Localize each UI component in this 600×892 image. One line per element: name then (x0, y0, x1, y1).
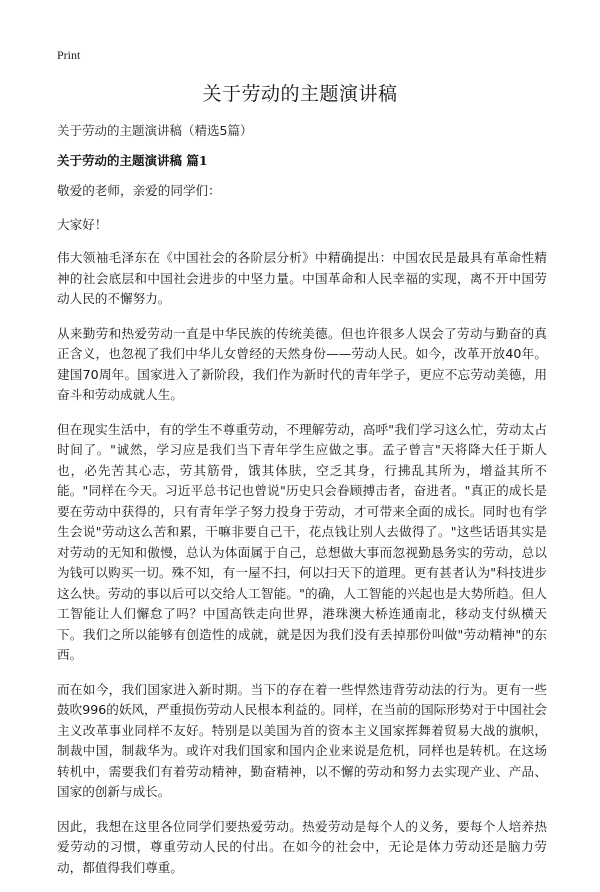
paragraph: 伟大领袖毛泽东在《中国社会的各阶层分析》中精确提出：中国农民是最具有革命性精神的社会底层和中国社会进步的中坚力量。中国革命和人民幸福的实现，离不开中国劳动人民的不懈努力。 (57, 250, 547, 306)
paragraph-hello: 大家好！ (57, 216, 108, 232)
paragraph: 但在现实生活中，有的学生不尊重劳动，不理解劳动，高呼"我们学习这么忙，劳动太占时间了。"诚然，学习应是我们当下青年学生应做之事。孟子曾言"天将降大任于斯人也，必先苦其心志，劳其筋骨，饿其体肤，空乏其身，行拂乱其所为，增益其所不能。"同样在今天。习近平总书记也曾说"历史只会眷顾搏击者，奋进者。"真正的成长是要在劳动中获得的，只有青年学子努力投身于劳动，才可带来全面的成长。同时也有学生会说"劳动这么苦和累，干嘛非要自己干，花点钱让别人去做得了。"这些话语其实是对劳动的无知和傲慢，总认为体面属于自己，总想做大事而忽视勤恳务实的劳动，总以为钱可以购买一切。殊不知，有一屋不扫，何以扫天下的道理。更有甚者认为"科技进步这么快。劳动的事以后可以交给人工智能。"的确，人工智能的兴起也是大势所趋。但人工智能让人们懈怠了吗？中国高铁走向世界，港珠澳大桥连通南北，移动支付纵横天下。我们之所以能够有创造性的成就，就是因为我们没有丢掉那份叫做"劳动精神"的东西。 (57, 421, 547, 662)
paragraph: 从来勤劳和热爱劳动一直是中华民族的传统美德。但也许很多人误会了劳动与勤奋的真正含义，也忽视了我们中华儿女曾经的天然身份——劳动人民。如今，改革开放40年。建国70周年。国家进入了新阶段，我们作为新时代的青年学子，更应不忘劳动美德，用奋斗和劳动成就人生。 (57, 325, 547, 402)
paragraph-greeting: 敬爱的老师，亲爱的同学们： (57, 183, 221, 198)
section-heading: 关于劳动的主题演讲稿 篇1 (57, 153, 208, 168)
print-link[interactable]: Print (57, 48, 81, 62)
paragraph: 而在如今，我们国家进入新时期。当下的存在着一些悍然违背劳动法的行为。更有一些鼓吹996的妖风，严重损伤劳动人民根本利益的。同样，在当前的国际形势对于中国社会主义改革事业同样不友好。特别是以美国为首的资本主义国家挥舞着贸易大战的旗帜，制裁中国，制裁华为。或许对我们国家和国内企业来说是危机，同样也是转机。在这场转机中，需要我们有着劳动精神，勤奋精神，以不懈的劳动和努力去实现产业、产品、国家的创新与成长。 (57, 681, 548, 799)
document-title: 关于劳动的主题演讲稿 (202, 83, 398, 105)
paragraph: 因此，我想在这里各位同学们要热爱劳动。热爱劳动是每个人的义务，要每个人培养热爱劳动的习惯，尊重劳动人民的付出。在如今的社会中，无论是体力劳动还是脑力劳动，都值得我们尊重。 (57, 818, 547, 875)
document-subtitle: 关于劳动的主题演讲稿（精选5篇） (57, 123, 253, 138)
document-body (57, 181, 547, 892)
